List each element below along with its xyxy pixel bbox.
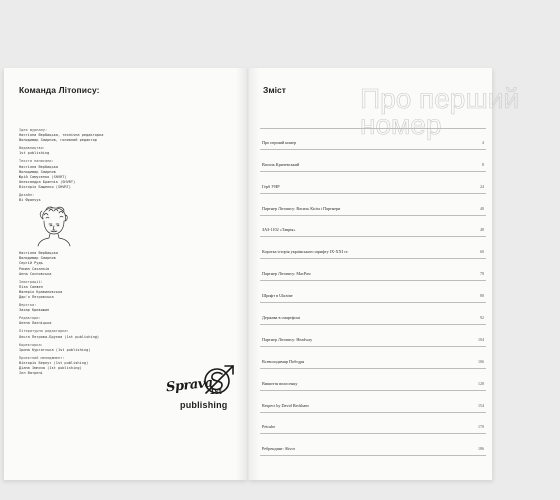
credit-heading: Редактори: bbox=[19, 316, 41, 321]
toc-title: Respect by David Beckham bbox=[262, 402, 309, 408]
credit-block bbox=[19, 343, 169, 353]
credit-block bbox=[19, 316, 169, 326]
toc-row bbox=[260, 325, 486, 347]
credit-name: Роман Сахалків bbox=[19, 266, 50, 271]
credit-name: Захар Кривошин bbox=[19, 308, 50, 313]
toc-title: Партнер Літопису: Headway bbox=[262, 336, 313, 342]
ghost-line: номер bbox=[360, 109, 442, 140]
credit-name: Діана Імнича (1st publishing) bbox=[19, 366, 82, 370]
toc-page-number: 48 bbox=[480, 227, 484, 233]
brand-publishing: publishing bbox=[180, 400, 228, 410]
toc-title: Герб УНР bbox=[262, 183, 280, 189]
toc-page-number: 8 bbox=[482, 161, 484, 167]
toc-row bbox=[260, 369, 486, 391]
credits-bottom bbox=[19, 251, 169, 376]
toc-title: Партнер Літопису: Василь Кісім і Партнери bbox=[262, 205, 341, 211]
toc-title: Держава в смартфоні bbox=[262, 315, 300, 321]
toc-page-number: 60 bbox=[480, 249, 484, 255]
toc-page-number: 104 bbox=[478, 336, 484, 342]
credit-name: Дар'я Петровська bbox=[19, 294, 54, 299]
credit-name: Настіяна Вербицька bbox=[19, 251, 58, 256]
right-page bbox=[248, 68, 520, 480]
brand-suffix: 1st bbox=[210, 387, 222, 396]
toc-page-number: 78 bbox=[480, 271, 484, 277]
credit-heading: Коректорка: bbox=[19, 342, 43, 347]
portrait-illustration bbox=[33, 205, 73, 247]
toc-page-number: 170 bbox=[478, 424, 484, 430]
toc-row bbox=[260, 413, 486, 435]
credit-name: Анна Сосновська bbox=[19, 271, 52, 276]
credit-block bbox=[19, 329, 169, 339]
publisher-logo bbox=[154, 375, 244, 418]
toc-row bbox=[260, 303, 486, 325]
credit-block bbox=[19, 303, 169, 313]
toc-page-number: 24 bbox=[480, 183, 484, 189]
toc-title: Вишиття волосенку bbox=[262, 380, 298, 386]
toc-title: Petcube bbox=[262, 424, 276, 430]
credit-heading: Ідея журналу: bbox=[19, 128, 48, 132]
toc-page-number: 106 bbox=[478, 358, 484, 364]
toc-title: Коротка історія українського шрифту ІХ-ХХІ ст. bbox=[262, 249, 349, 255]
credit-name: Ольга Петрова-Бруєва (1st publishing) bbox=[19, 334, 100, 339]
toc-title: Ребрендинг: Skvor bbox=[262, 446, 296, 452]
credit-block bbox=[19, 146, 169, 156]
credit-name: Володимир Смирнов bbox=[19, 169, 56, 174]
credit-name: Олександра Браннік (SHVRT) bbox=[19, 179, 76, 184]
toc-page-number: 4 bbox=[482, 139, 484, 145]
credits-top bbox=[19, 128, 169, 190]
toc-title: ЗАЗ-1102 «Таврія» bbox=[262, 227, 296, 233]
credit-name: Юрій Самусенко (SHVRT) bbox=[19, 174, 67, 179]
toc-row bbox=[260, 434, 486, 456]
ghost-line: Про перший bbox=[360, 83, 520, 114]
credit-block bbox=[19, 159, 169, 190]
credit-block bbox=[19, 356, 169, 376]
toc-row bbox=[260, 128, 486, 150]
credit-name: Володимир Смирнов bbox=[19, 256, 56, 261]
credit-name: Настіяна Вербицька, технічна редакторка bbox=[19, 133, 104, 138]
brand-script: Sprava bbox=[165, 375, 214, 396]
toc-row bbox=[260, 237, 486, 259]
toc-row bbox=[260, 194, 486, 216]
toc-row bbox=[260, 259, 486, 281]
credit-name: 1st publishing bbox=[19, 151, 50, 156]
credit-name: Олена Лахніцька bbox=[19, 321, 52, 326]
toc-page-number: 80 bbox=[480, 293, 484, 299]
credit-block bbox=[19, 280, 169, 300]
credit-name: Настіяна Вербицька bbox=[19, 164, 58, 169]
toc-title: Про перший номер bbox=[262, 139, 297, 145]
credit-heading: Тексти написали: bbox=[19, 159, 54, 164]
toc-title: Партнер Літопису: MacPaw bbox=[262, 271, 312, 277]
open-book bbox=[4, 68, 520, 480]
credit-heading: Видавництво: bbox=[19, 146, 45, 151]
credit-block bbox=[19, 128, 169, 143]
table-of-contents bbox=[260, 128, 486, 456]
credit-name: Вікторія Бернут (1st publishing) bbox=[19, 360, 89, 365]
toc-row bbox=[260, 172, 486, 194]
credit-name: Ліза Санжен bbox=[19, 284, 43, 289]
credit-heading: Літературна редакторка: bbox=[19, 329, 69, 334]
toc-page-number: 128 bbox=[478, 380, 484, 386]
toc-row bbox=[260, 347, 486, 369]
design-credit bbox=[19, 193, 169, 247]
credit-name: Ві Франчук bbox=[19, 198, 41, 203]
toc-row bbox=[260, 391, 486, 413]
credit-name: Сергій Рудь bbox=[19, 261, 43, 266]
left-page bbox=[4, 68, 248, 480]
toc-row bbox=[260, 216, 486, 238]
credit-name: Валерія Кравиновська bbox=[19, 289, 63, 294]
credit-name: Володимир Смирнов, головний редактор bbox=[19, 138, 97, 143]
credit-block bbox=[19, 251, 169, 276]
team-title: Команда Літопису: bbox=[19, 85, 100, 95]
credit-heading: Проектний менеджмент: bbox=[19, 355, 65, 360]
toc-page-number: 186 bbox=[478, 446, 484, 452]
toc-title: Шрифт в Ukraine bbox=[262, 293, 293, 299]
credit-heading: Дизайн: bbox=[19, 193, 35, 198]
credit-heading: Ілюстрації: bbox=[19, 279, 43, 284]
credit-name: Ілл Ватрені bbox=[19, 371, 43, 376]
credit-name: Ірина Кургатська (1st publishing) bbox=[19, 347, 91, 352]
credit-name: Вікторія Бащенко (SHVRT) bbox=[19, 184, 71, 189]
toc-title: Всеволодимир Побєдря bbox=[262, 358, 305, 364]
toc-title: Василь Кричевський bbox=[262, 161, 300, 167]
toc-page-number: 40 bbox=[480, 205, 484, 211]
toc-page-number: 92 bbox=[480, 315, 484, 321]
contents-title: Зміст bbox=[263, 85, 286, 95]
credit-heading: Верстка: bbox=[19, 303, 37, 308]
toc-row bbox=[260, 281, 486, 303]
toc-page-number: 154 bbox=[478, 402, 484, 408]
credits-list bbox=[19, 128, 169, 379]
toc-row bbox=[260, 150, 486, 172]
